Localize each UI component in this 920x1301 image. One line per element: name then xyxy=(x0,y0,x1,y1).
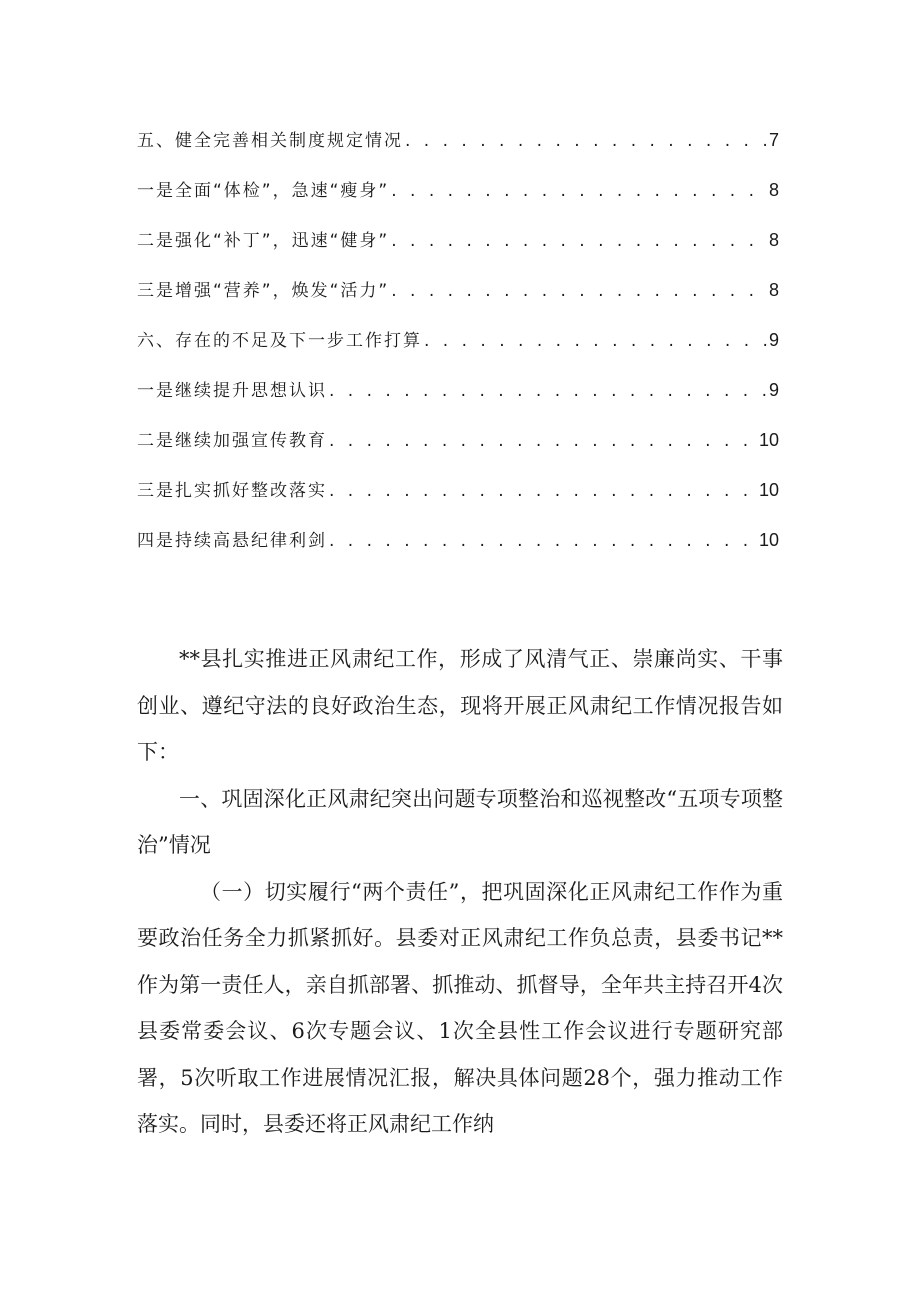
toc-page-number: 10 xyxy=(758,430,779,450)
toc-entry[interactable] xyxy=(137,201,779,251)
toc-leader-dots xyxy=(329,481,757,501)
toc-entry[interactable] xyxy=(137,401,779,451)
toc-entry-title: 四是持续高悬纪律利剑 xyxy=(137,531,327,551)
toc-page-number: 9 xyxy=(768,330,779,350)
toc-entry-title: 二是继续加强宣传教育 xyxy=(137,431,327,451)
toc-entry[interactable] xyxy=(137,451,779,501)
toc-entry[interactable] xyxy=(137,501,779,551)
table-of-contents xyxy=(137,101,779,551)
intro-paragraph: **县扎实推进正风肃纪工作，形成了风清气正、崇廉尚实、干事创业、遵纪守法的良好政治生态，现将开展正风肃纪工作情况报告如下： xyxy=(137,647,783,764)
toc-page-number: 8 xyxy=(768,280,779,300)
toc-leader-dots xyxy=(329,381,767,401)
toc-entry[interactable] xyxy=(137,251,779,301)
toc-leader-dots xyxy=(391,231,767,251)
toc-entry-title: 三是增强“营养”，焕发“活力” xyxy=(137,281,390,301)
toc-page-number: 7 xyxy=(768,130,779,150)
toc-leader-dots xyxy=(329,431,757,451)
toc-entry-title: 一是全面“体检”，急速“瘦身” xyxy=(137,181,390,201)
toc-page-number: 10 xyxy=(758,530,779,550)
toc-entry-title: 三是扎实抓好整改落实 xyxy=(137,481,327,501)
toc-entry-title: 六、存在的不足及下一步工作打算 xyxy=(137,331,422,351)
toc-entry[interactable] xyxy=(137,101,779,151)
toc-page-number: 10 xyxy=(758,480,779,500)
toc-page-number: 8 xyxy=(768,230,779,250)
toc-leader-dots xyxy=(424,331,767,351)
report-body xyxy=(137,636,783,1148)
toc-entry[interactable] xyxy=(137,351,779,401)
toc-entry-title: 二是强化“补丁”，迅速“健身” xyxy=(137,231,390,251)
body-paragraph: （一）切实履行“两个责任”，把巩固深化正风肃纪工作作为重要政治任务全力抓紧抓好。县委对正风肃纪工作负总责，县委书记**作为第一责任人，亲自抓部署、抓推动、抓督导，全年共主持召开4次县委常委会议、6次专题会议、1次全县性工作会议进行专题研究部署，5次听取工作进展情况汇报，解决具体问题28个，强力推动工作落实。同时，县委还将正风肃纪工作纳 xyxy=(137,879,783,1136)
toc-entry-title: 五、健全完善相关制度规定情况 xyxy=(137,131,403,151)
toc-page-number: 8 xyxy=(768,180,779,200)
toc-leader-dots xyxy=(405,131,767,151)
toc-entry-title: 一是继续提升思想认识 xyxy=(137,381,327,401)
toc-leader-dots xyxy=(391,181,767,201)
toc-entry[interactable] xyxy=(137,301,779,351)
section-heading: 一、巩固深化正风肃纪突出问题专项整治和巡视整改“五项专项整治”情况 xyxy=(137,786,783,857)
toc-entry[interactable] xyxy=(137,151,779,201)
toc-leader-dots xyxy=(391,281,767,301)
toc-leader-dots xyxy=(329,531,757,551)
toc-page-number: 9 xyxy=(768,380,779,400)
